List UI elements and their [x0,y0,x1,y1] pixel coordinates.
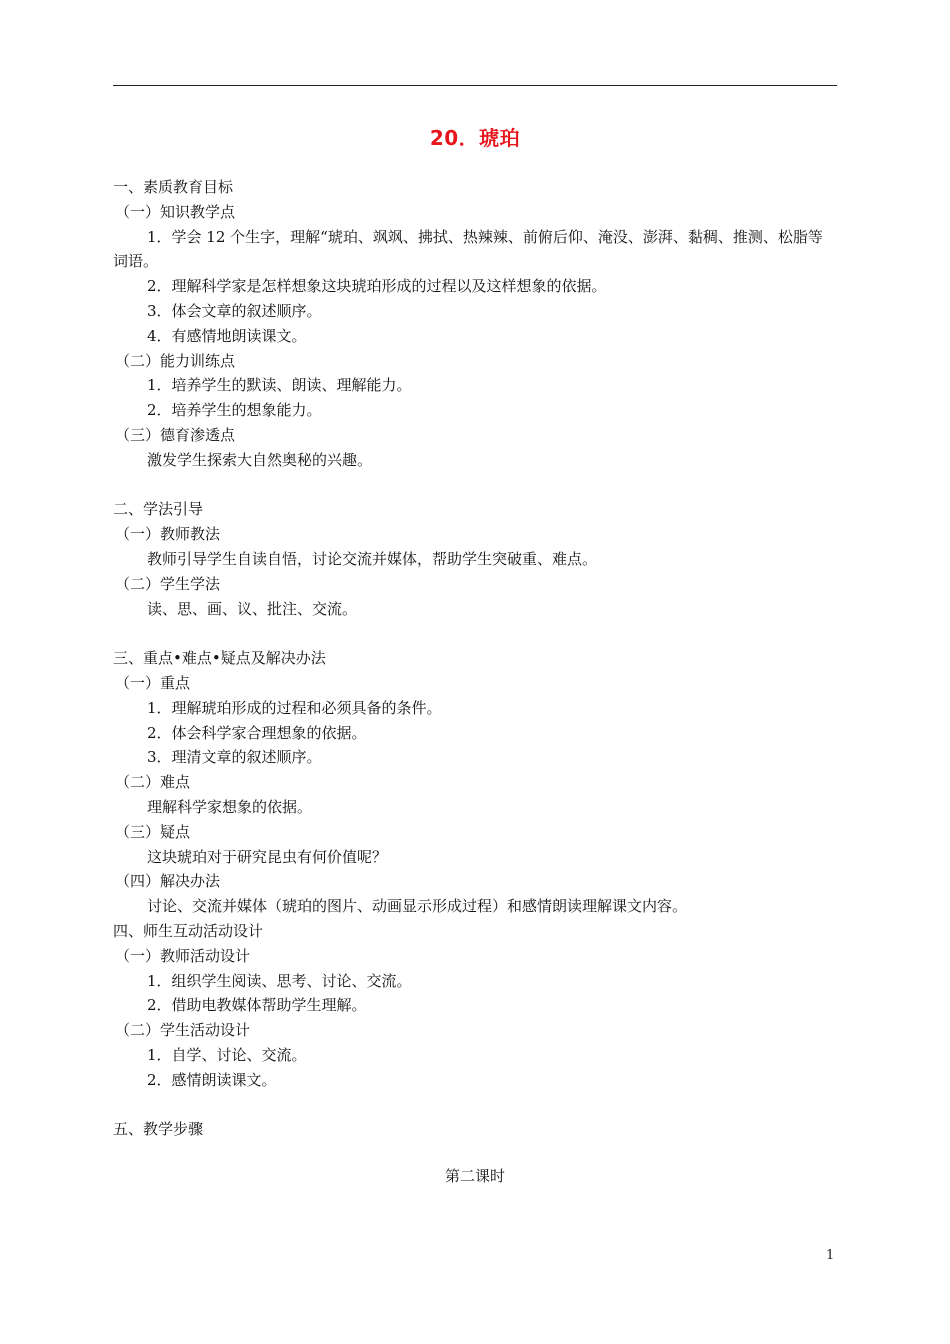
subheading-teacher-activity: （一）教师活动设计 [115,946,251,965]
list-item: 4．有感情地朗读课文。 [147,326,307,345]
subheading-key-points: （一）重点 [115,673,191,692]
lesson-label: 第二课时 [444,1167,505,1186]
subheading-moral: （三）德育渗透点 [115,425,236,444]
section-heading-3: 三、重点•难点•疑点及解决办法 [113,649,326,668]
section-heading-1: 一、素质教育目标 [113,178,234,196]
paragraph-text: 教师引导学生自读自悟，讨论交流并媒体，帮助学生突破重、难点。 [147,549,598,568]
section-heading-5: 五、教学步骤 [113,1120,204,1139]
list-item-continuation: 词语。 [113,252,159,271]
list-item: 2．培养学生的想象能力。 [147,401,322,420]
subheading-knowledge: （一）知识教学点 [115,202,236,221]
page-number: 1 [826,1248,835,1263]
subheading-student-method: （二）学生学法 [115,574,221,593]
list-item: 2．理解科学家是怎样想象这块琥珀形成的过程以及这样想象的依据。 [147,277,607,296]
spacer [113,1092,841,1117]
paragraph-text: 读、思、画、议、批注、交流。 [147,599,358,618]
list-item: 1．组织学生阅读、思考、讨论、交流。 [147,971,412,990]
list-item: 2．体会科学家合理想象的依据。 [147,723,367,742]
paragraph-text: 理解科学家想象的依据。 [147,797,313,816]
subheading-solutions: （四）解决办法 [115,872,221,891]
list-item: 3．体会文章的叙述顺序。 [147,301,322,320]
section-heading-2: 二、学法引导 [113,500,204,519]
paragraph-text: 讨论、交流并媒体（琥珀的图片、动画显示形成过程）和感情朗读理解课文内容。 [147,897,688,916]
list-item: 1．培养学生的默读、朗读、理解能力。 [147,376,412,395]
spacer [113,621,841,646]
subheading-student-activity: （二）学生活动设计 [115,1021,251,1040]
list-item: 2．感情朗读课文。 [147,1070,277,1089]
subheading-ability: （二）能力训练点 [115,351,236,370]
section-heading-4: 四、师生互动活动设计 [113,921,264,940]
document-title: 20．琥珀 [429,126,521,150]
list-item: 3．理清文章的叙述顺序。 [147,748,322,767]
paragraph-text: 这块琥珀对于研究昆虫有何价值呢？ [147,847,388,866]
header-rule [113,85,837,86]
list-item: 1．理解琥珀形成的过程和必须具备的条件。 [147,698,442,717]
paragraph-text: 激发学生探索大自然奥秘的兴趣。 [147,450,373,469]
list-item: 1．自学、讨论、交流。 [147,1045,307,1064]
subheading-teacher-method: （一）教师教法 [115,525,221,544]
list-item: 1．学会 12 个生字，理解“琥珀、飒飒、拂拭、热辣辣、前俯后仰、淹没、澎湃、黏稠、推测、松脂等 [147,227,823,246]
list-item: 2．借助电教媒体帮助学生理解。 [147,996,367,1015]
subheading-doubts: （三）疑点 [115,822,191,841]
spacer [113,473,841,498]
subheading-difficulties: （二）难点 [115,773,191,792]
document-body [113,175,841,1189]
